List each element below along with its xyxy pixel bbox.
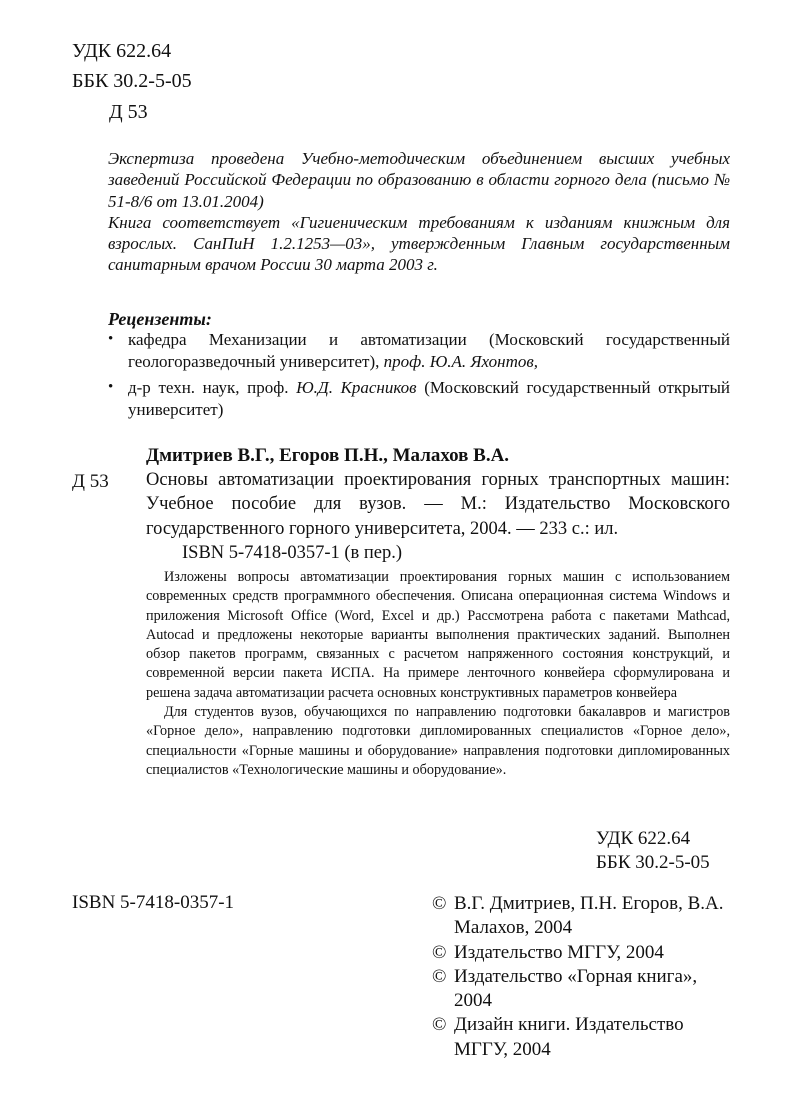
audience-paragraph: Для студентов вузов, обучающихся по направлению подготовки бакалавров и магистров «Горное дело», направлению подготовки дипломированных специалистов «Горное дело», специальности «Горные машины и оборудование» направления подготовки дипломированных специалистов «Технологические машины и оборудование». [146, 704, 730, 778]
udk-code: УДК 622.64 [596, 828, 691, 849]
bbk-code: ББК 30.2-5-05 [596, 852, 710, 873]
copyright-icon: © [432, 965, 447, 987]
copyright-item: © Издательство МГГУ, 2004 [432, 941, 732, 965]
copyright-item: © В.Г. Дмитриев, П.Н. Егоров, В.А. Малахов, 2004 [432, 893, 724, 939]
isbn-binding: ISBN 5-7418-0357-1 (в пер.) [182, 543, 403, 563]
copyright-item: © Дизайн книги. Издательство МГГУ, 2004 [432, 1014, 684, 1060]
bullet-icon: • [108, 331, 114, 347]
copyright-list [432, 892, 732, 1062]
bibliographic-description: Основы автоматизации проектирования горных транспортных машин: Учебное пособие для вузов. — М.: Издательство Московского государственного горного университета, 2004. — 233 с.: ил. [146, 470, 730, 539]
copyright-icon: © [432, 893, 447, 914]
copyright-icon: © [432, 1014, 447, 1036]
isbn: ISBN 5-7418-0357-1 [72, 892, 235, 913]
authors-line: Дмитриев В.Г., Егоров П.Н., Малахов В.А. [146, 445, 510, 466]
reviewers-title: Рецензенты: [108, 309, 212, 329]
annotation [146, 568, 730, 780]
reviewer-org: (Московский государственный открытый университет) [128, 378, 731, 419]
annotation-paragraph: Изложены вопросы автоматизации проектирования горных машин с использованием современных средств программного обеспечения. Описана операционная система Windows и приложения Microsoft Office (Word, Excel и др.) Рассмотрена работа с пакетами Mathcad, Autocad и предложены некоторые варианты выполнения практических заданий. Выполнен обзор пакетов программ, связанных с расчетом напряженного состояния конструкций, и современной версии пакета ИСПА. На примере ленточного конвейера сформулирована и решена задача автоматизации расчета основных конструктивных параметров конвейера [146, 569, 730, 701]
footer-codes [596, 827, 710, 875]
reviewer-item [108, 329, 730, 372]
expertise-paragraph: Экспертиза проведена Учебно-методическим объединением высших учебных заведений Российской Федерации по образованию в области горного дела (письмо № 51-8/6 от 13.01.2004) [108, 149, 730, 211]
expertise-block [108, 148, 730, 276]
bullet-icon: • [108, 379, 114, 395]
reviewer-item [108, 377, 731, 420]
copyright-item: © Издательство «Горная книга», 2004 [432, 965, 698, 1012]
reviewer-org: кафедра Механизации и автоматизации (Московский государственный геологоразведочный университет), [128, 330, 730, 371]
reviewer-prefix: д-р техн. наук, проф. [128, 378, 289, 397]
udk-code: УДК 622.64 [72, 40, 172, 62]
copyright-icon: © [432, 941, 447, 963]
author-code: Д 53 [109, 101, 148, 123]
reviewer-person: Ю.Д. Красников [296, 378, 417, 397]
bibliographic-code: Д 53 [72, 471, 109, 492]
hygiene-compliance-paragraph: Книга соответствует «Гигиеническим требованиям к изданиям книжным для взрослых. СанПиН 1.2.1253—03», утвержденным Главным государственным санитарным врачом России 30 марта 2003 г. [108, 212, 730, 275]
bbk-code: ББК 30.2-5-05 [72, 70, 192, 92]
reviewer-person: проф. Ю.А. Яхонтов, [383, 351, 539, 371]
